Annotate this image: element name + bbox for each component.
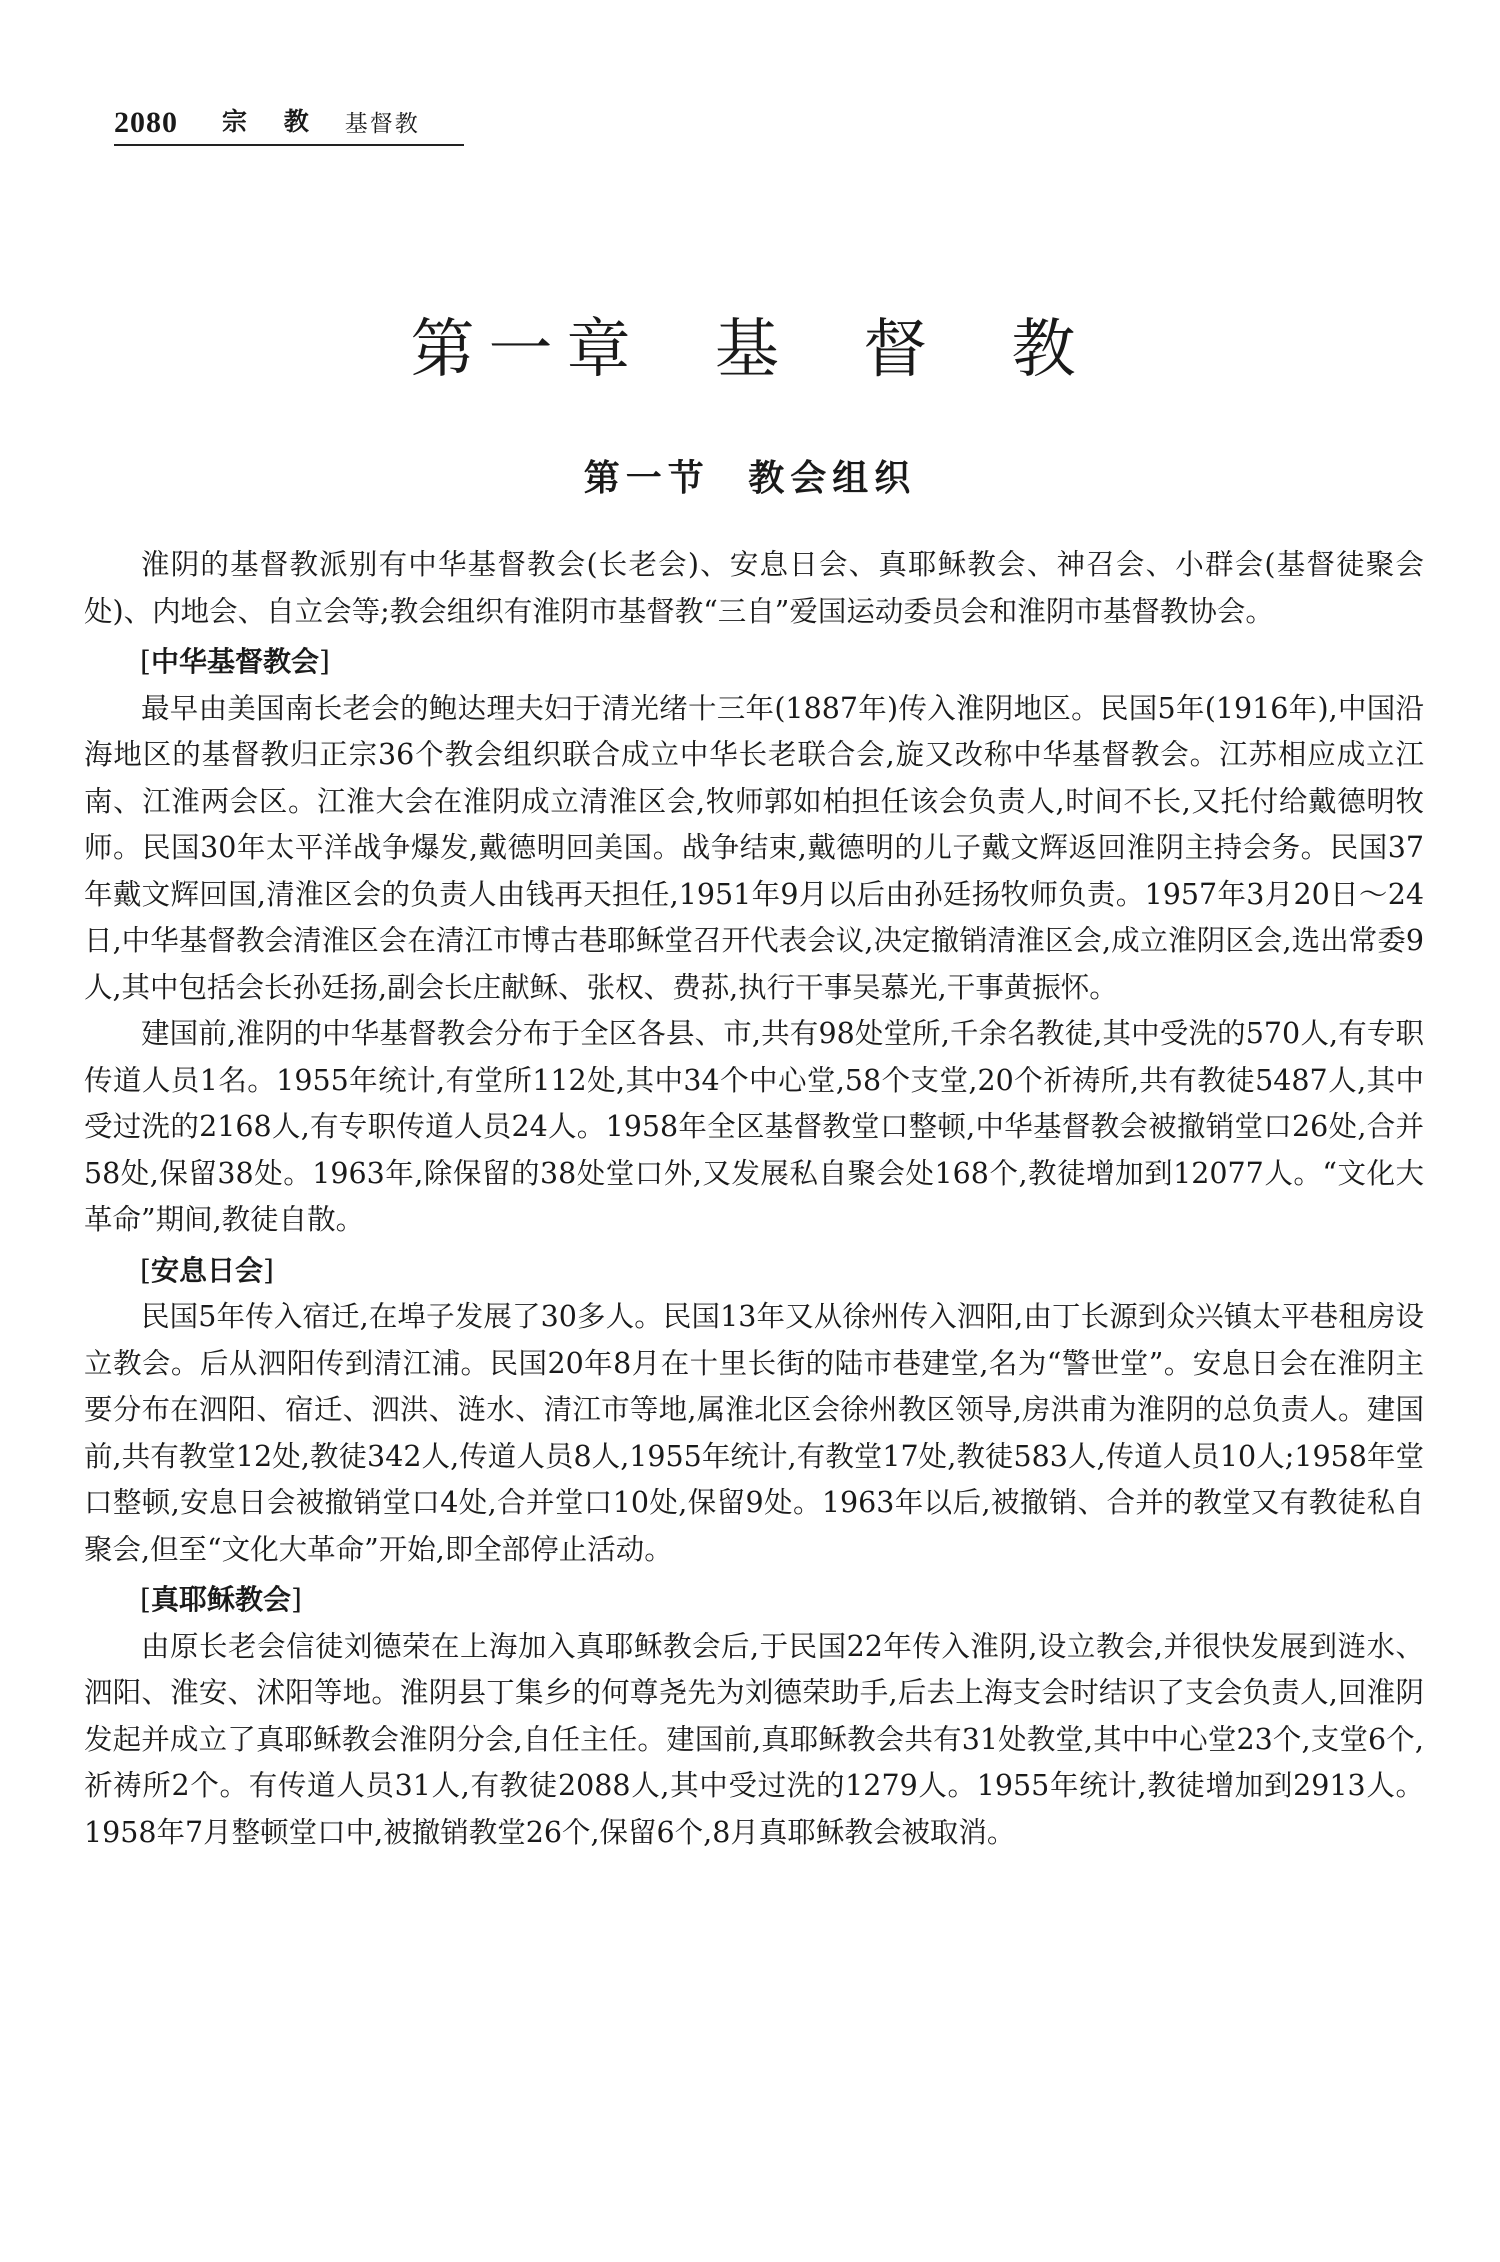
chapter-title: 第一章 基 督 教: [410, 313, 1090, 387]
page-number: 2080: [114, 106, 178, 139]
paragraph: 最早由美国南长老会的鲍达理夫妇于清光绪十三年(1887年)传入淮阴地区。民国5年(1916年),中国沿海地区的基督教归正宗36个教会组织联合成立中华长老联合会,旋又改称中华基督教会。江苏相应成立江南、江淮两会区。江淮大会在淮阴成立清淮区会,牧师郭如柏担任该会负责人,时间不长,又托付给戴德明牧师。民国30年太平洋战争爆发,戴德明回美国。战争结束,戴德明的儿子戴文辉返回淮阴主持会务。民国37年戴文辉回国,清淮区会的负责人由钱再天担任,1951年9月以后由孙廷扬牧师负责。1957年3月20日～24日,中华基督教会清淮区会在清江市博古巷耶稣堂召开代表会议,决定撤销清淮区会,成立淮阴区会,选出常委9人,其中包括会长孙廷扬,副会长庄献稣、张权、费荪,执行干事吴慕光,干事黄振怀。: [84, 691, 1424, 1004]
running-header-subsection: 基督教: [344, 111, 420, 137]
subheading-zhenyesu: [真耶稣教会]: [140, 1583, 302, 1616]
intro-paragraph: 淮阴的基督教派别有中华基督教会(长老会)、安息日会、真耶稣教会、神召会、小群会(基督徒聚会处)、内地会、自立会等;教会组织有淮阴市基督教“三自”爱国运动委员会和淮阴市基督教协会。: [84, 548, 1424, 628]
subheading-label: 安息日会: [150, 1253, 263, 1287]
running-header: [114, 104, 464, 146]
subheading-zhonghua: [中华基督教会]: [140, 645, 330, 678]
subheading-label: 真耶稣教会: [150, 1583, 291, 1616]
paragraph: 民国5年传入宿迁,在埠子发展了30多人。民国13年又从徐州传入泗阳,由丁长源到众兴镇太平巷租房设立教会。后从泗阳传到清江浦。民国20年8月在十里长街的陆市巷建堂,名为“警世堂”。安息日会在淮阴主要分布在泗阳、宿迁、泗洪、涟水、清江市等地,属淮北区会徐州教区领导,房洪甫为淮阴的总负责人。建国前,共有教堂12处,教徒342人,传道人员8人,1955年统计,有教堂17处,教徒583人,传道人员10人;1958年堂口整顿,安息日会被撤销堂口4处,合并堂口10处,保留9处。1963年以后,被撤销、合并的教堂又有教徒私自聚会,但至“文化大革命”开始,即全部停止活动。: [84, 1300, 1424, 1566]
section-title: 第一节 教会组织: [583, 458, 917, 499]
subheading-label: 中华基督教会: [150, 645, 319, 678]
paragraph: 建国前,淮阴的中华基督教会分布于全区各县、市,共有98处堂所,千余名教徒,其中受洗的570人,有专职传道人员1名。1955年统计,有堂所112处,其中34个中心堂,58个支堂,20个祈祷所,共有教徒5487人,其中受过洗的2168人,有专职传道人员24人。1958年全区基督教堂口整顿,中华基督教会被撤销堂口26处,合并58处,保留38处。1963年,除保留的38处堂口外,又发展私自聚会处168个,教徒增加到12077人。“文化大革命”期间,教徒自散。: [84, 1017, 1424, 1236]
body-text: [84, 542, 1424, 1856]
subheading-anxiri: [安息日会]: [140, 1253, 274, 1287]
running-header-section: 宗 教: [222, 107, 323, 136]
paragraph: 由原长老会信徒刘德荣在上海加入真耶稣教会后,于民国22年传入淮阴,设立教会,并很快发展到涟水、泗阳、淮安、沭阳等地。淮阴县丁集乡的何尊尧先为刘德荣助手,后去上海支会时结识了支会负责人,回淮阴发起并成立了真耶稣教会淮阴分会,自任主任。建国前,真耶稣教会共有31处教堂,其中中心堂23个,支堂6个,祈祷所2个。有传道人员31人,有教徒2088人,其中受过洗的1279人。1955年统计,教徒增加到2913人。1958年7月整顿堂口中,被撤销教堂26个,保留6个,8月真耶稣教会被取消。: [84, 1629, 1424, 1849]
